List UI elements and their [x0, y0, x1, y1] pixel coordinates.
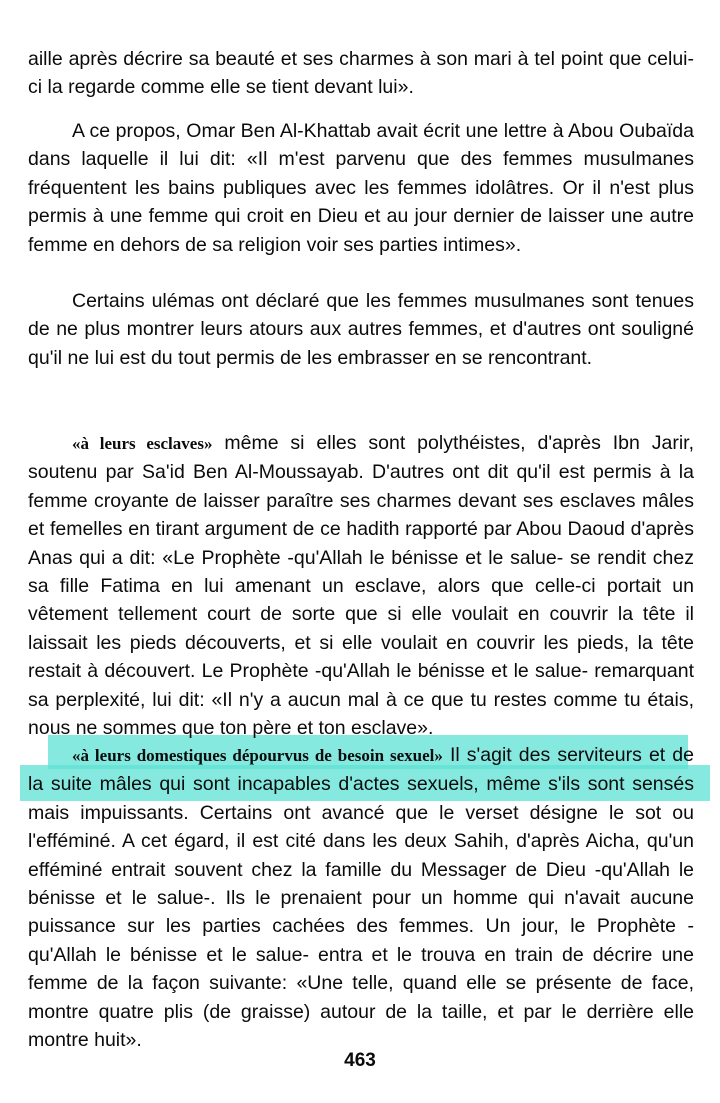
paragraph-2-text: A ce propos, Omar Ben Al-Khattab avait écrit une lettre à Abou Oubaïda dans laquelle il lui dit: «Il m'est parvenu que des femmes musulmanes fréquentent les bains publiques avec les femmes idolâtres. Or il n'est plus permis à une femme qui croit en Dieu et au jour dernier de laisser une autre femme en dehors de sa religion voir ses parties intimes». — [28, 120, 694, 256]
paragraph-1 — [28, 45, 694, 102]
paragraph-5-text: Il s'agit des serviteurs et de la suite mâles qui sont incapables d'actes sexuels, même s'ils sont sensés mais impuissants. Certains ont avancé que le verset désigne le sot ou l'efféminé. A cet égard, il est cité dans les deux Sahih, d'après Aicha, qu'un efféminé entrait souvent chez la famille du Messager de Dieu -qu'Allah le bénisse et le salue-. Ils le prenaient pour un homme qui n'avait aucune puissance sur les parties cachées des femmes. Un jour, le Prophète -qu'Allah le bénisse et le salue- entra et le trouva en train de décrire une femme de la façon suivante: «Une telle, quand elle se présente de face, montre quatre plis (de graisse) autour de la taille, et par le derrière elle montre huit». — [28, 744, 694, 1052]
paragraph-4-text: même si elles sont polythéistes, d'après Ibn Jarir, soutenu par Sa'id Ben Al-Moussayab. D'autres ont dit qu'il est permis à la femme croyante de laisser paraître ses charmes devant ses esclaves mâles et femelles en tirant argument de ce hadith rapporté par Abou Daoud d'après Anas qui a dit: «Le Prophète -qu'Allah le bénisse et le salue- se rendit chez sa fille Fatima en lui amenant un esclave, alors que celle-ci portait un vêtement tellement court de sorte que si elle voulait en couvrir la tête il laissait les pieds découverts, et si elle voulait en couvrir les pieds, la tête restait à découvert. Le Prophète -qu'Allah le bénisse et le salue- remarquant sa perplexité, lui dit: «Il n'y a aucun mal à ce que tu restes comme tu étais, nous ne sommes que ton père et ton esclave». — [28, 432, 694, 740]
paragraph-5 — [28, 741, 694, 1054]
paragraph-3-text: Certains ulémas ont déclaré que les femmes musulmanes sont tenues de ne plus montrer leurs atours aux autres femmes, et d'autres ont souligné qu'il ne lui est du tout permis de les embrasser en se rencontrant. — [28, 290, 694, 369]
paragraph-5-lead: «à leurs domestiques dépourvus de besoin sexuel» — [72, 746, 443, 765]
paragraph-3 — [28, 287, 694, 372]
paragraph-4 — [28, 429, 694, 742]
paragraph-4-lead: «à leurs esclaves» — [72, 434, 213, 453]
paragraph-2 — [28, 117, 694, 259]
paragraph-1-text: aille après décrire sa beauté et ses charmes à son mari à tel point que celui-ci la regarde comme elle se tient devant lui». — [28, 48, 694, 99]
page-number: 463 — [344, 1050, 376, 1071]
